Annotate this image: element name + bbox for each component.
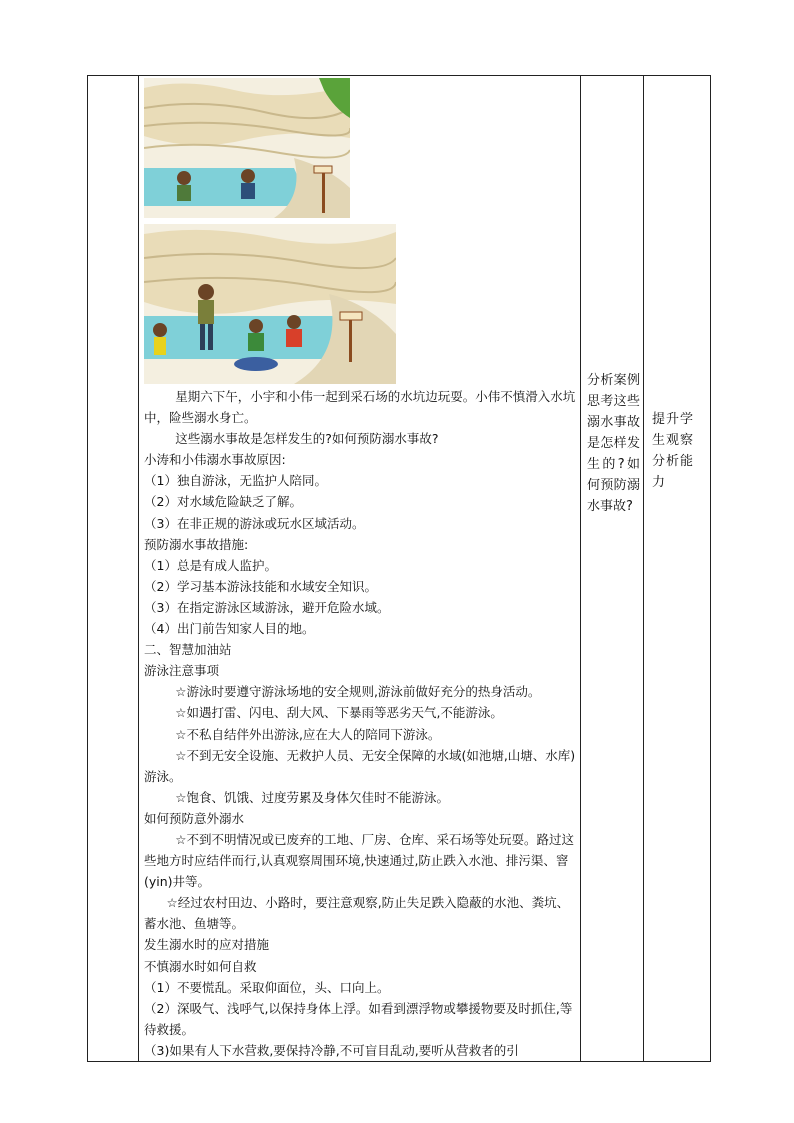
swim-note: ☆不到无安全设施、无救护人员、无安全保障的水域(如池塘,山塘、水库)游泳。 (144, 747, 576, 784)
content-cell (139, 76, 581, 1062)
self-rescue-item: （2）深吸气、浅呼气,以保持身体上浮。如看到漂浮物或攀援物要及时抓住,等待救援。 (144, 1000, 573, 1037)
case-question: 这些溺水事故是怎样发生的?如何预防溺水事故? (175, 431, 439, 447)
prevent-title: 如何预防意外溺水 (144, 810, 245, 826)
self-rescue-title: 不慎溺水时如何自救 (144, 958, 257, 974)
empty-cell (88, 76, 139, 1062)
measure-item: （1）总是有成人监护。 (144, 557, 277, 573)
lesson-content (139, 76, 580, 1061)
swim-note: ☆游泳时要遵守游泳场地的安全规则,游泳前做好充分的热身活动。 (175, 684, 541, 700)
causes-title: 小涛和小伟溺水事故原因: (144, 452, 286, 468)
student-activity-text: 分析案例思考这些溺水事故是怎样发生的?如何预防溺水事故? (587, 373, 640, 514)
illustration-children-at-quarry-pond (144, 78, 350, 218)
activity-cell (581, 76, 644, 1062)
swim-note: ☆不私自结伴外出游泳,应在大人的陪同下游泳。 (175, 726, 441, 742)
section-heading: 二、智慧加油站 (144, 642, 232, 658)
self-rescue-item: （3)如果有人下水营救,要保持冷静,不可盲目乱动,要听从营救者的引 (144, 1042, 519, 1058)
response-title: 发生溺水时的应对措施 (144, 937, 270, 953)
self-rescue-item: （1）不要慌乱。采取仰面位，头、口向上。 (144, 979, 390, 995)
cause-item: （2）对水域危险缺乏了解。 (144, 494, 302, 510)
design-intent-text: 提升学生观察分析能力 (652, 412, 695, 490)
swim-note: ☆如遇打雷、闪电、刮大风、下暴雨等恶劣天气,不能游泳。 (175, 705, 503, 721)
prevent-item: ☆不到不明情况或已废弃的工地、厂房、仓库、采石场等处玩耍。路过这些地方时应结伴而行,认真观察周围环境,快速通过,防止跌入水池、排污渠、窨(yin)井等。 (144, 831, 574, 890)
measure-item: （3）在指定游泳区域游泳，避开危险水域。 (144, 599, 390, 615)
cause-item: （1）独自游泳，无监护人陪同。 (144, 473, 327, 489)
table-row (88, 76, 711, 1062)
measures-title: 预防溺水事故措施: (144, 536, 249, 552)
lesson-plan-table (87, 75, 711, 1062)
case-paragraph: 星期六下午，小宇和小伟一起到采石场的水坑边玩耍。小伟不慎滑入水坑中，险些溺水身亡。 (144, 389, 576, 426)
illustration-rescue-at-quarry-pond (144, 224, 396, 384)
swim-note: ☆饱食、饥饿、过度劳累及身体欠佳时不能游泳。 (175, 789, 449, 805)
intent-cell (644, 76, 711, 1062)
prevent-item: ☆经过农村田边、小路时，要注意观察,防止失足跌入隐蔽的水池、粪坑、蓄水池、鱼塘等。 (144, 895, 570, 932)
measure-item: （2）学习基本游泳技能和水域安全知识。 (144, 578, 377, 594)
measure-item: （4）出门前告知家人目的地。 (144, 621, 315, 637)
cause-item: （3）在非正规的游泳或玩水区域活动。 (144, 515, 365, 531)
swim-notes-title: 游泳注意事项 (144, 663, 220, 679)
